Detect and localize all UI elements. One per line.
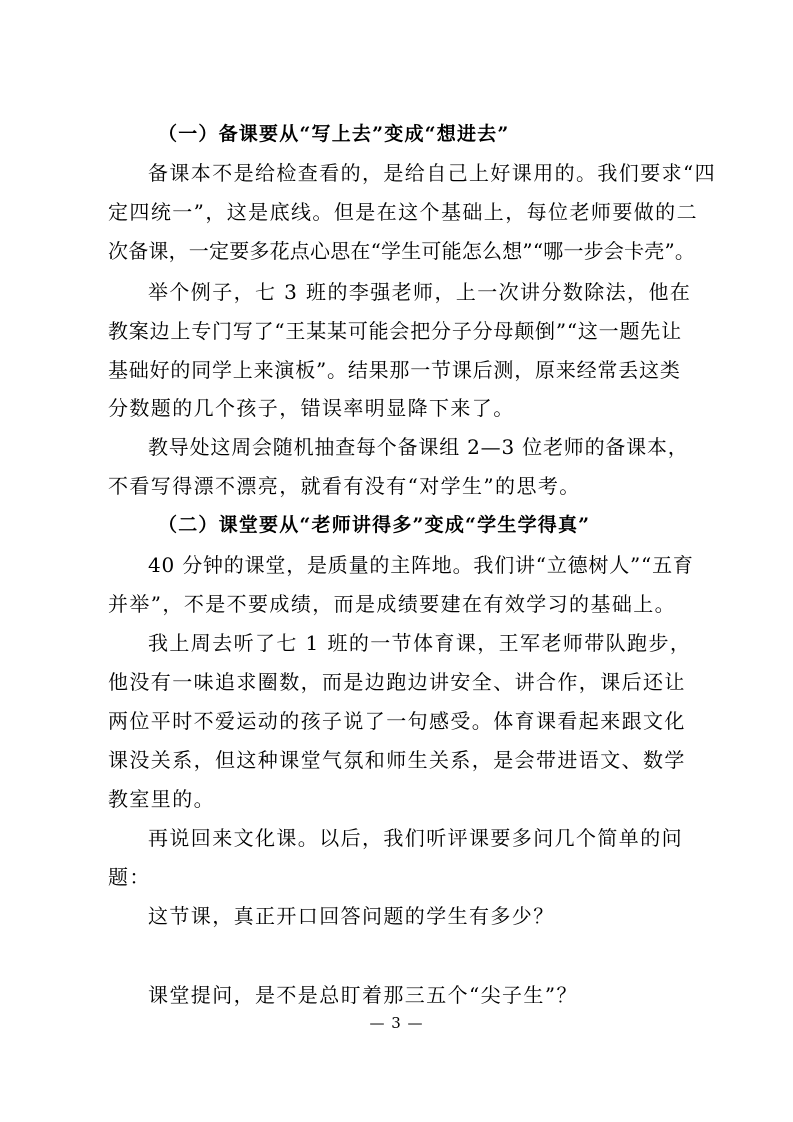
paragraph-line: 定四统一”，这是底线。但是在这个基础上，每位老师要做的二 <box>108 200 698 224</box>
page-number: — 3 — <box>369 1014 424 1032</box>
paragraph-line: 题： <box>108 865 151 889</box>
paragraph-line: 并举”，不是不要成绩，而是成绩要建在有效学习的基础上。 <box>108 592 677 616</box>
paragraph-line: 40 分钟的课堂，是质量的主阵地。我们讲“立德树人”“五育 <box>148 553 694 577</box>
paragraph-line: 基础好的同学上来演板”。结果那一节课后测，原来经常丢这类 <box>108 358 681 382</box>
paragraph-line: 再说回来文化课。以后，我们听评课要多问几个简单的问 <box>148 826 683 850</box>
section-heading-1: （一）备课要从“写上去”变成“想进去” <box>158 123 510 145</box>
paragraph-line: 我上周去听了七 1 班的一节体育课，王军老师带队跑步， <box>148 631 692 655</box>
paragraph-line: 教室里的。 <box>108 787 215 811</box>
paragraph-line: 不看写得漂不漂亮，就看有没有“对学生”的思考。 <box>108 474 581 498</box>
paragraph-line: 次备课，一定要多花点心思在“学生可能怎么想”“哪一步会卡壳”。 <box>108 239 696 263</box>
section-heading-2: （二）课堂要从“老师讲得多”变成“学生学得真” <box>158 514 591 536</box>
paragraph-line: 教案边上专门写了“王某某可能会把分子分母颠倒”“这一题先让 <box>108 319 682 343</box>
paragraph-line: 他没有一味追求圈数，而是边跑边讲安全、讲合作，课后还让 <box>108 670 686 694</box>
paragraph-line: 备课本不是给检查看的，是给自己上好课用的。我们要求“四 <box>148 161 717 185</box>
paragraph-line: 这节课，真正开口回答问题的学生有多少？ <box>148 904 555 928</box>
paragraph-line: 分数题的几个孩子，错误率明显降下来了。 <box>108 396 515 420</box>
paragraph-line: 教导处这周会随机抽查每个备课组 2—3 位老师的备课本， <box>148 435 689 459</box>
paragraph-line: 两位平时不爱运动的孩子说了一句感受。体育课看起来跟文化 <box>108 709 686 733</box>
paragraph-line: 课没关系，但这种课堂气氛和师生关系，是会带进语文、数学 <box>108 748 686 772</box>
paragraph-line: 举个例子，七 3 班的李强老师，上一次讲分数除法，他在 <box>148 280 692 304</box>
paragraph-line: 课堂提问，是不是总盯着那三五个“尖子生”？ <box>148 983 578 1007</box>
